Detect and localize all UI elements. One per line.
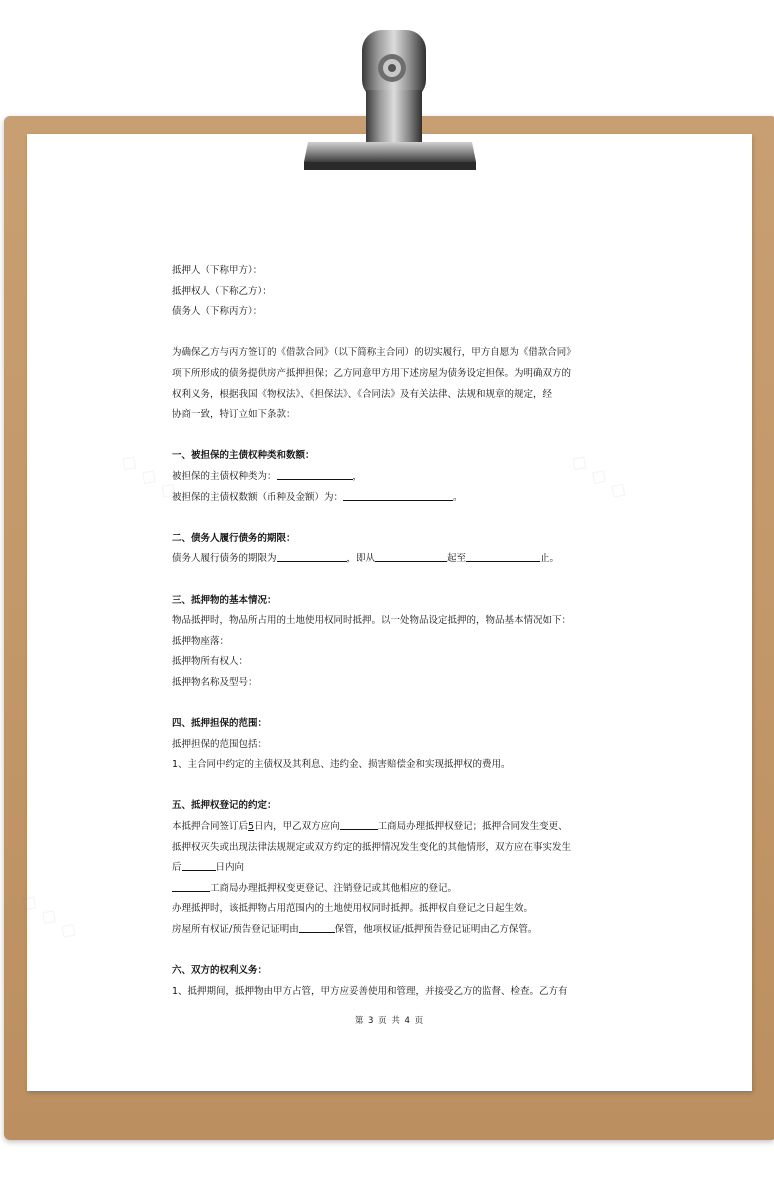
page-number: 第 3 页 共 4 页	[354, 1016, 425, 1026]
blank-field	[340, 818, 378, 830]
watermark: ◇ ◇ ◇	[115, 447, 184, 506]
section-title: 五、抵押权登记的约定：	[172, 800, 277, 812]
body-line: 抵押物名称及型号：	[172, 676, 258, 688]
registration-line: 本抵押合同签订后5日内，甲乙双方应向 工商局办理抵押权登记；抵押合同发生变更、	[172, 817, 612, 838]
blank-field	[466, 550, 540, 562]
body-line: 抵押物所有权人：	[172, 656, 249, 668]
body-line: 办理抵押时，该抵押物占用范围内的土地使用权同时抵押。抵押权自登记之日起生效。	[172, 903, 534, 915]
intro-line: 项下所形成的债务提供房产抵押担保；乙方同意甲方用下述房屋为债务设定担保。为明确双方的	[172, 367, 572, 379]
body-line: 抵押权灭失或出现法律法规规定或双方约定的抵押情况发生变化的其他情形，双方应在事实发生	[172, 841, 572, 853]
binder-clip-icon	[300, 28, 480, 176]
section-title: 四、抵押担保的范围：	[172, 718, 268, 730]
watermark: ◇ ◇ ◇	[565, 447, 634, 506]
intro-line: 协商一致，特订立如下条款：	[172, 409, 296, 421]
party-mortgagee: 抵押权人（下称乙方）：	[172, 285, 272, 297]
party-debtor: 债务人（下称丙方）：	[172, 306, 263, 318]
blank-field	[299, 921, 335, 933]
registration-line: 工商局办理抵押权变更登记、注销登记或其他相应的登记。	[172, 879, 612, 900]
blank-field	[172, 880, 210, 892]
watermark: ◇ ◇ ◇	[15, 887, 84, 946]
blank-field	[277, 550, 347, 562]
blank-field	[182, 859, 216, 871]
section-title: 一、被担保的主债权种类和数额：	[172, 450, 315, 462]
body-line: 物品抵押时，物品所占用的土地使用权同时抵押。以一处物品设定抵押的，物品基本情况如下：	[172, 615, 572, 627]
registration-line: 房屋所有权证/预告登记证明由 保管，他项权证/抵押预告登记证明由乙方保管。	[172, 920, 612, 941]
section-title: 二、债务人履行债务的期限：	[172, 532, 296, 544]
blank-field	[343, 489, 453, 501]
blank-field	[375, 550, 447, 562]
intro-line: 为确保乙方与丙方签订的《借款合同》（以下简称主合同）的切实履行，甲方自愿为《借款合同》	[172, 347, 576, 359]
document-page	[15, 134, 752, 1091]
section-title: 六、双方的权利义务：	[172, 965, 268, 977]
intro-line: 权利义务，根据我国《物权法》、《担保法》、《合同法》及有关法律、法规和规章的规定，经	[172, 388, 553, 400]
registration-line: 后 日内向	[172, 858, 612, 879]
body-line: 1、抵押期间，抵押物由甲方占管，甲方应妥善使用和管理，并接受乙方的监督、检查。乙方有	[172, 985, 568, 997]
body-line: 抵押物座落：	[172, 635, 230, 647]
body-line: 1、主合同中约定的主债权及其利息、违约金、损害赔偿金和实现抵押权的费用。	[172, 759, 511, 771]
debt-type-line: 被担保的主债权种类为： ，	[172, 467, 612, 488]
blank-field	[277, 468, 353, 480]
party-mortgagor: 抵押人（下称甲方）：	[172, 265, 263, 276]
debt-period-line: 债务人履行债务的期限为 ，即从 起至 止。	[172, 549, 612, 570]
section-title: 三、抵押物的基本情况：	[172, 594, 277, 606]
debt-amount-line: 被担保的主债权数额（币种及金额）为： 。	[172, 488, 612, 509]
document-body	[172, 261, 612, 1002]
body-line: 抵押担保的范围包括：	[172, 738, 268, 750]
